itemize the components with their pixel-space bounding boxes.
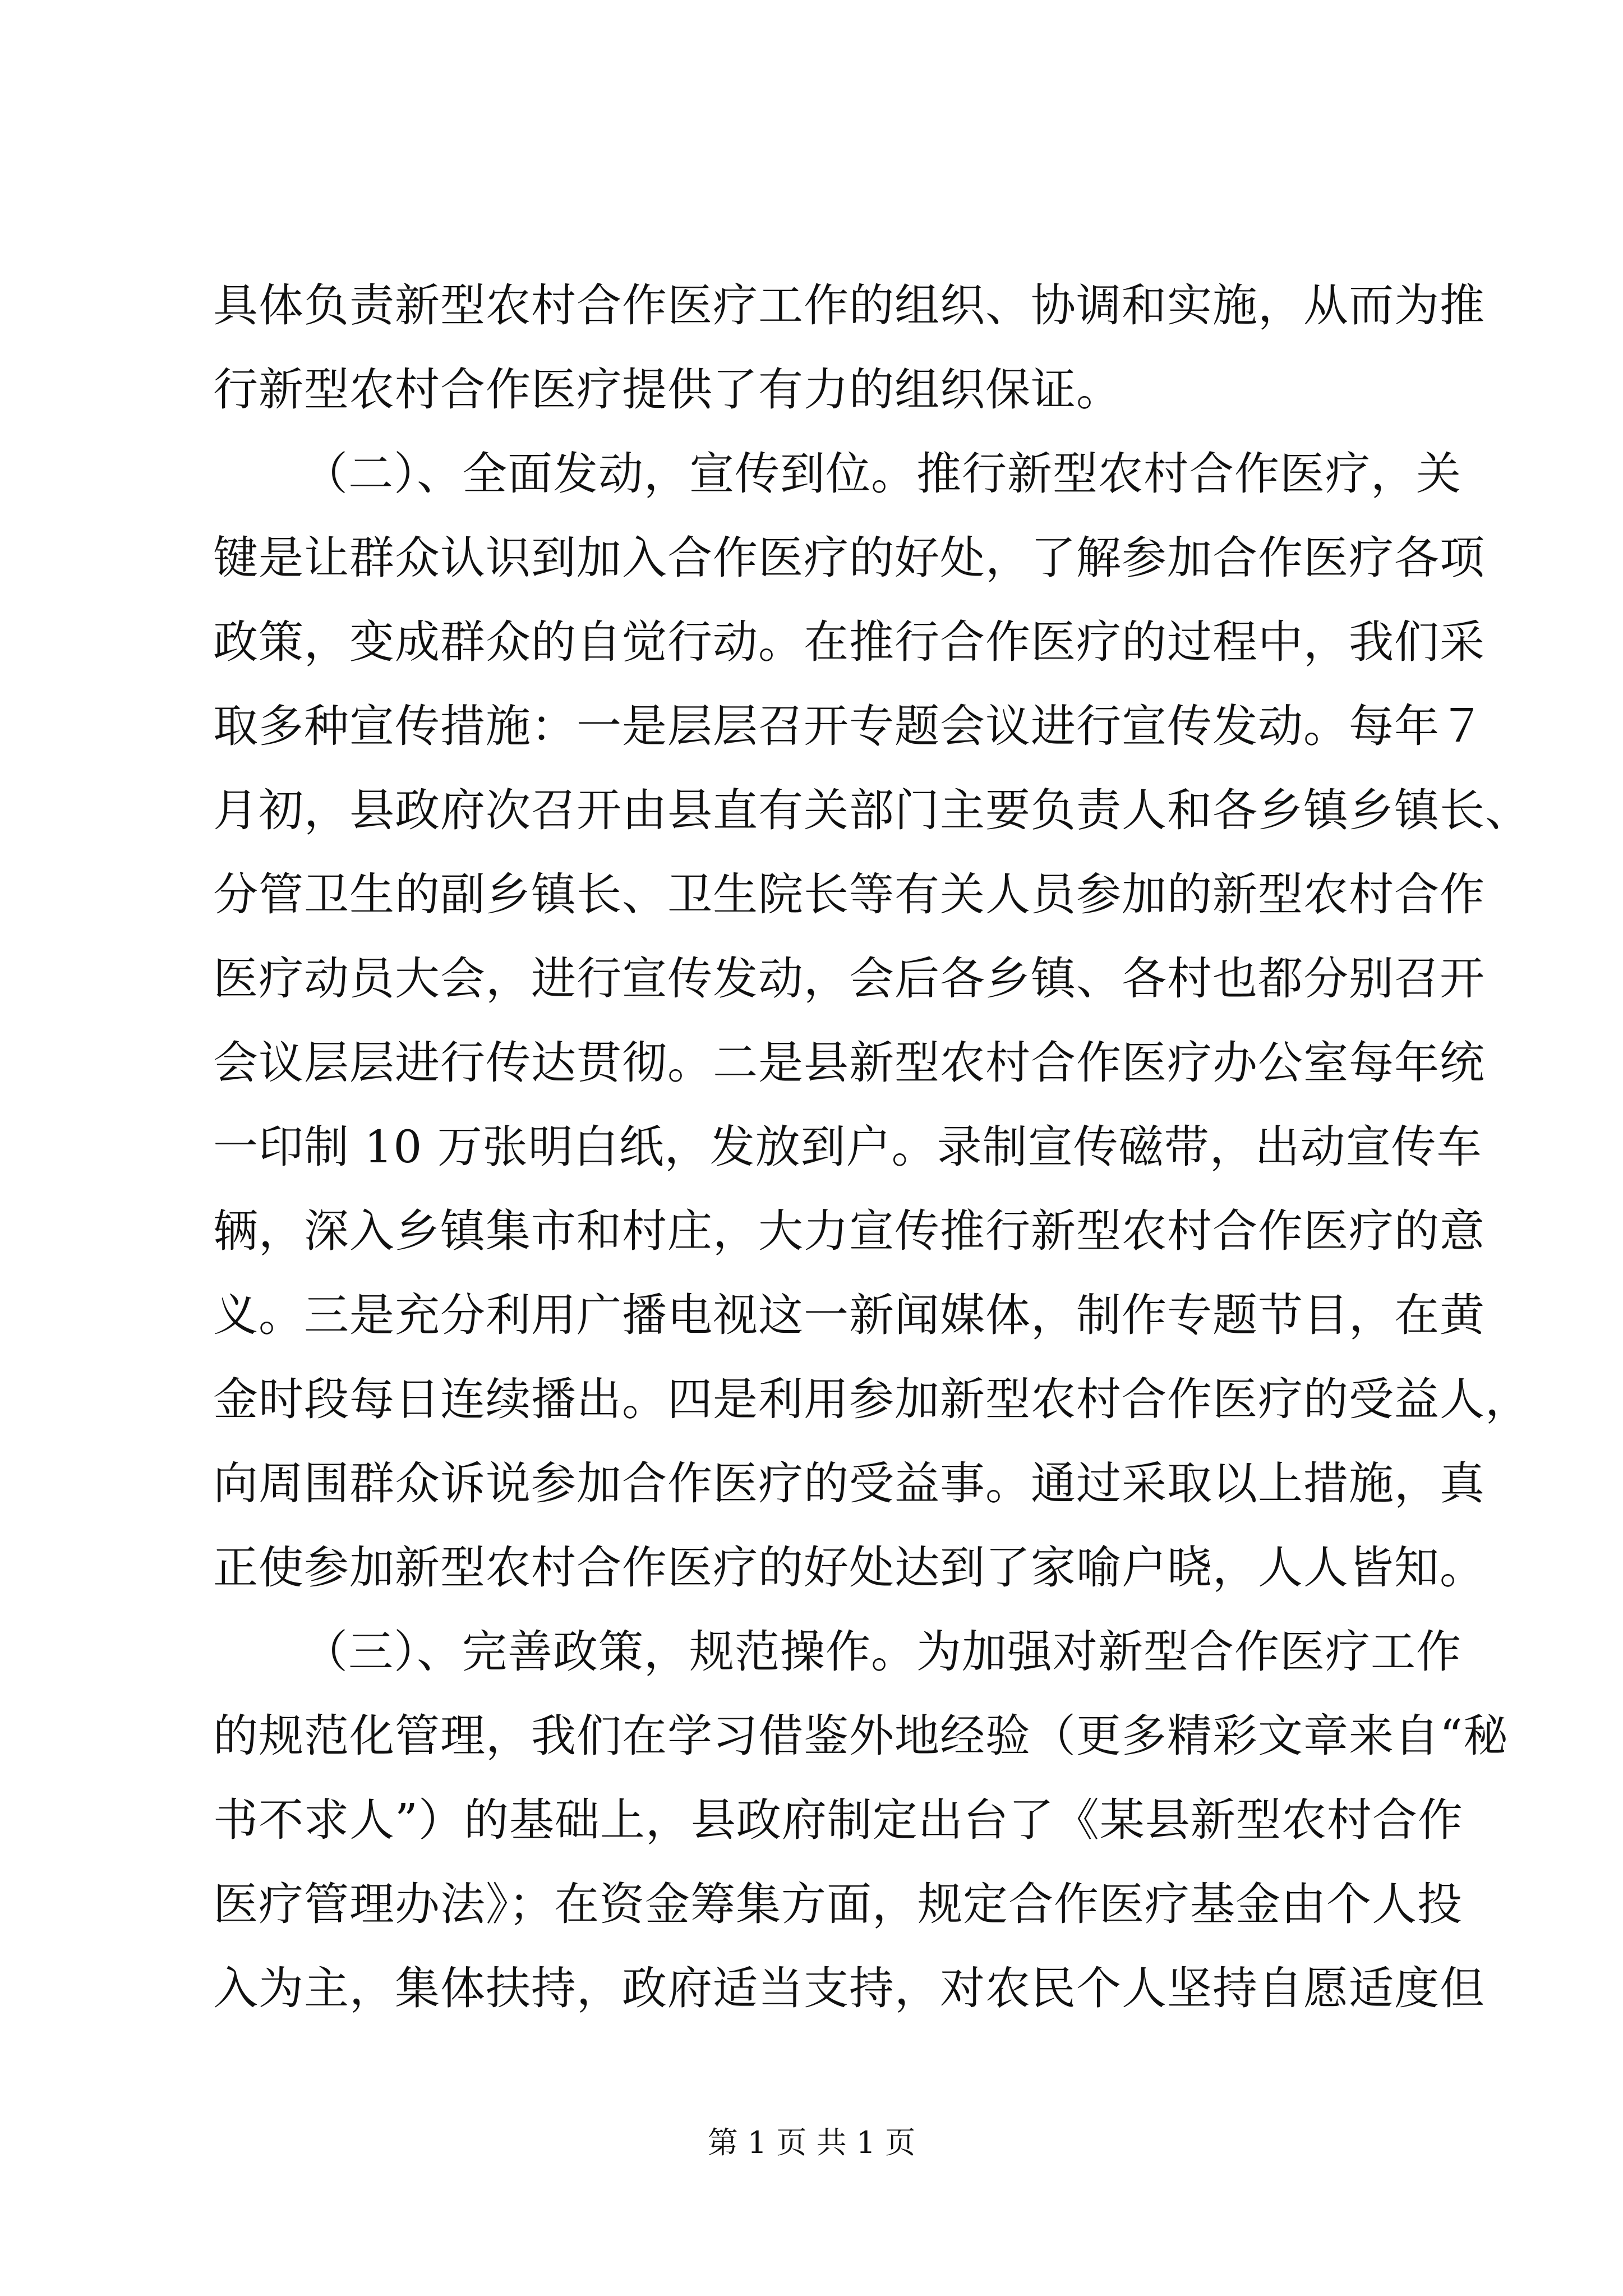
text-line-2: 行新型农村合作医疗提供了有力的组织保证。	[213, 364, 1122, 416]
text-line-7: 月初，县政府次召开由县直有关部门主要负责人和各乡镇乡镇长、	[213, 784, 1530, 836]
text-line-12: 辆，深入乡镇集市和村庄，大力宣传推行新型农村合作医疗的意	[213, 1205, 1485, 1257]
text-line-9: 医疗动员大会，进行宣传发动，会后各乡镇、各村也都分别召开	[213, 953, 1485, 1005]
text-line-4: 键是让群众认识到加入合作医疗的好处，了解参加合作医疗各项	[213, 532, 1485, 584]
text-line-11: 一印制 10 万张明白纸，发放到户。录制宣传磁带，出动宣传车	[213, 1121, 1482, 1173]
paragraph-heading-3: （三）、完善政策，规范操作。为加强对新型合作医疗工作	[303, 1626, 1461, 1678]
paragraph-heading-2: （二）、全面发动，宣传到位。推行新型农村合作医疗，关	[303, 448, 1461, 500]
text-line-20: 医疗管理办法》；在资金筹集方面，规定合作医疗基金由个人投	[213, 1878, 1463, 1930]
page-footer: 第 1 页 共 1 页	[707, 2125, 916, 2160]
text-line-10: 会议层层进行传达贯彻。二是县新型农村合作医疗办公室每年统	[213, 1037, 1485, 1089]
text-line-14: 金时段每日连续播出。四是利用参加新型农村合作医疗的受益人，	[213, 1373, 1530, 1425]
text-line-21: 入为主，集体扶持，政府适当支持，对农民个人坚持自愿适度但	[213, 1962, 1485, 2014]
text-line-6: 取多种宣传措施：一是层层召开专题会议进行宣传发动。每年７	[213, 700, 1485, 752]
text-line-8: 分管卫生的副乡镇长、卫生院长等有关人员参加的新型农村合作	[213, 868, 1485, 921]
text-line-19: 书不求人”）的基础上，县政府制定出台了《某县新型农村合作	[213, 1794, 1463, 1846]
document-body	[213, 264, 1530, 2031]
text-line-5: 政策，变成群众的自觉行动。在推行合作医疗的过程中，我们采	[213, 616, 1485, 668]
text-line-1: 具体负责新型农村合作医疗工作的组织、协调和实施，从而为推	[213, 279, 1485, 332]
text-line-16: 正使参加新型农村合作医疗的好处达到了家喻户晓，人人皆知。	[213, 1542, 1485, 1594]
text-line-18: 的规范化管理，我们在学习借鉴外地经验（更多精彩文章来自“秘	[213, 1710, 1509, 1762]
text-line-13: 义。三是充分利用广播电视这一新闻媒体，制作专题节目，在黄	[213, 1289, 1485, 1341]
text-line-15: 向周围群众诉说参加合作医疗的受益事。通过采取以上措施，真	[213, 1457, 1485, 1510]
